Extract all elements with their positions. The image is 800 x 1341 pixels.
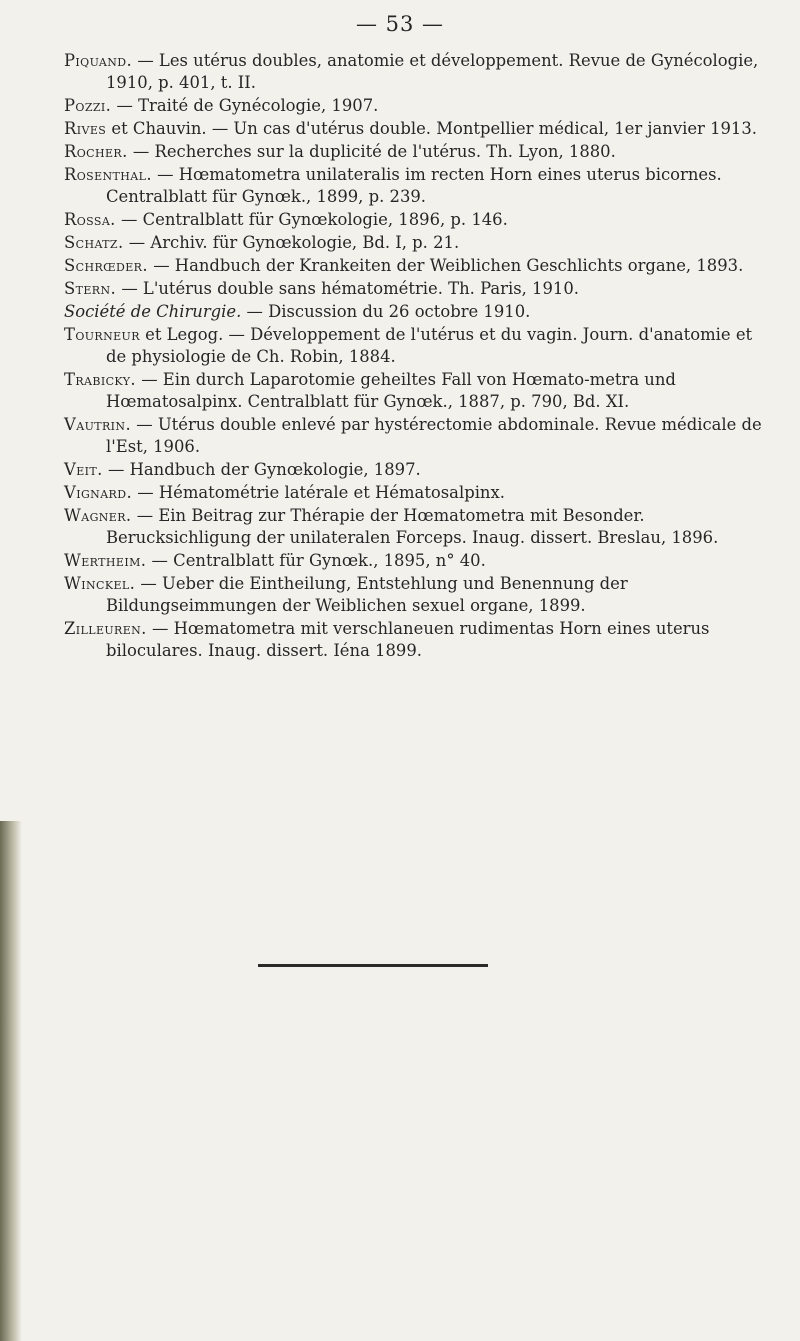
reference-entry xyxy=(64,482,764,504)
reference-author: Rossa. xyxy=(64,210,116,229)
reference-entry xyxy=(64,164,764,208)
reference-entry xyxy=(64,278,764,300)
reference-author: Schatz. xyxy=(64,233,124,252)
reference-author: Vignard. xyxy=(64,483,133,502)
reference-author: Piquand. xyxy=(64,51,133,70)
reference-entry xyxy=(64,232,764,254)
reference-text: — Traité de Gynécologie, 1907. xyxy=(111,96,379,115)
reference-author: Rives xyxy=(64,119,107,138)
reference-text: — Ein Beitrag zur Thérapie der Hœmatometra mit Besonder. Berucksichligung der unilateralen Forceps. Inaug. dissert. Breslau, 1896. xyxy=(106,506,719,547)
reference-entry xyxy=(64,301,764,323)
reference-text: — Hématométrie latérale et Hématosalpinx. xyxy=(132,483,505,502)
reference-text: — Utérus double enlevé par hystérectomie abdominale. Revue médicale de l'Est, 1906. xyxy=(106,415,762,456)
reference-text: — Discussion du 26 octobre 1910. xyxy=(241,302,531,321)
reference-entry xyxy=(64,414,764,458)
reference-entry xyxy=(64,50,764,94)
reference-author: Wertheim. xyxy=(64,551,147,570)
reference-author: Vautrin. xyxy=(64,415,132,434)
reference-text: — Archiv. für Gynœkologie, Bd. I, p. 21. xyxy=(123,233,460,252)
reference-author: Zilleuren. xyxy=(64,619,147,638)
reference-entry xyxy=(64,324,764,368)
reference-text: et Chauvin. — Un cas d'utérus double. Montpellier médical, 1er janvier 1913. xyxy=(106,119,757,138)
reference-text: — L'utérus double sans hématométrie. Th. Paris, 1910. xyxy=(116,279,579,298)
reference-author: Schrœder. xyxy=(64,256,148,275)
reference-text: — Hœmatometra unilateralis im recten Horn eines uterus bicornes. Centralblatt für Gynœk., 1899, p. 239. xyxy=(106,165,722,206)
reference-entry xyxy=(64,141,764,163)
reference-author: Veit. xyxy=(64,460,103,479)
reference-text: — Les utérus doubles, anatomie et développement. Revue de Gynécologie, 1910, p. 401, t. II. xyxy=(106,51,759,92)
reference-author: Trabicky. xyxy=(64,370,136,389)
reference-text: — Ueber die Eintheilung, Entstehlung und Benennung der Bildungseimmungen der Weiblichen sexuel organe, 1899. xyxy=(106,574,628,615)
reference-author: Société de Chirurgie. xyxy=(64,302,242,321)
reference-entry xyxy=(64,618,764,662)
reference-entry xyxy=(64,369,764,413)
reference-text: — Ein durch Laparotomie geheiltes Fall von Hœmato-metra und Hœmatosalpinx. Centralblatt für Gynœk., 1887, p. 790, Bd. XI. xyxy=(106,370,676,411)
reference-text: — Hœmatometra mit verschlaneuen rudimentas Horn eines uterus biloculares. Inaug. dissert. Iéna 1899. xyxy=(106,619,710,660)
end-rule xyxy=(258,964,488,967)
reference-author: Stern. xyxy=(64,279,117,298)
reference-text: — Recherches sur la duplicité de l'utérus. Th. Lyon, 1880. xyxy=(127,142,616,161)
reference-entry xyxy=(64,505,764,549)
reference-entry xyxy=(64,459,764,481)
reference-author: Tourneur xyxy=(64,325,140,344)
reference-text: — Centralblatt für Gynœk., 1895, n° 40. xyxy=(146,551,486,570)
reference-author: Winckel. xyxy=(64,574,136,593)
reference-entry xyxy=(64,118,764,140)
reference-entry xyxy=(64,573,764,617)
reference-text: — Centralblatt für Gynœkologie, 1896, p. 146. xyxy=(115,210,508,229)
reference-entry xyxy=(64,209,764,231)
reference-entry xyxy=(64,550,764,572)
reference-text: — Handbuch der Gynœkologie, 1897. xyxy=(102,460,421,479)
reference-author: Rocher. xyxy=(64,142,128,161)
page-number: — 53 — xyxy=(355,12,445,36)
reference-text: — Handbuch der Krankeiten der Weiblichen Geschlichts organe, 1893. xyxy=(147,256,744,275)
reference-text: et Legog. — Développement de l'utérus et du vagin. Journ. d'anatomie et de physiologie de Ch. Robin, 1884. xyxy=(106,325,753,366)
page-edge-shadow xyxy=(0,821,22,1341)
reference-author: Rosenthal. xyxy=(64,165,152,184)
reference-author: Pozzi. xyxy=(64,96,112,115)
bibliography-list xyxy=(64,50,764,663)
reference-author: Wagner. xyxy=(64,506,132,525)
reference-entry xyxy=(64,95,764,117)
reference-entry xyxy=(64,255,764,277)
